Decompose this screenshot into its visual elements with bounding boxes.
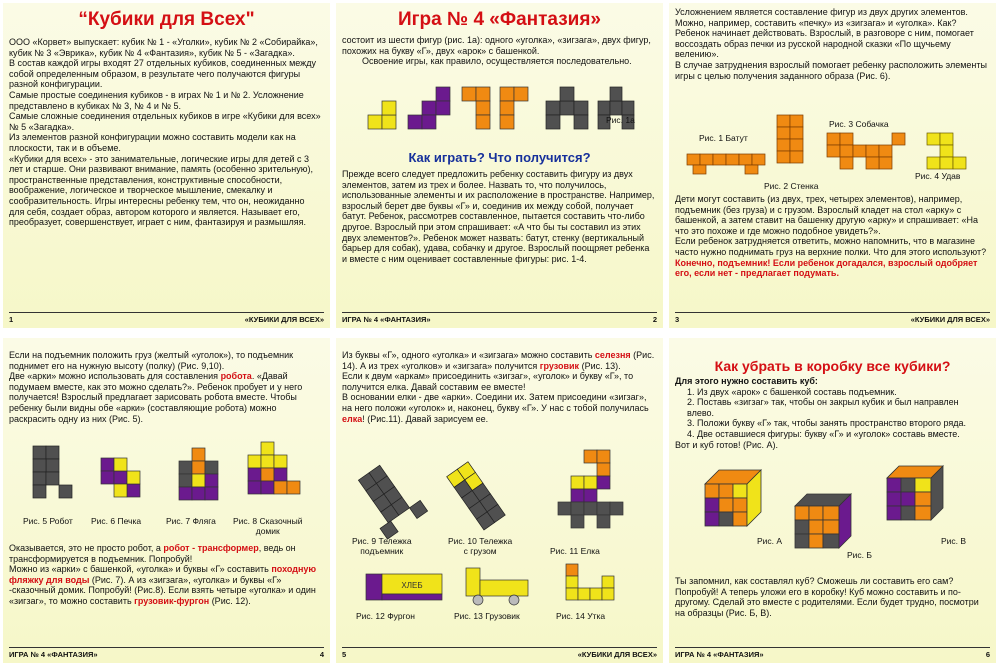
figure-14-utka xyxy=(558,564,618,604)
page-6 xyxy=(669,338,996,663)
text: Если ребенок затрудняется ответить, можно напомнить, что в магазине часто нужно поднимать груз на верхние полки. Что для этого используют? xyxy=(675,236,987,257)
footer-text: ИГРА № 4 «ФАНТАЗИЯ» xyxy=(9,650,98,659)
figure-7-caption: Рис. 7 Фляга xyxy=(166,516,216,526)
text: (Рис. 13). xyxy=(579,360,621,371)
figure-4-caption: Рис. 4 Удав xyxy=(915,171,961,181)
figure-a-caption: Рис. А xyxy=(757,536,783,546)
highlight: Конечно, подъемник! Если ребенок догадался, взрослый одобряет его, если нет - предлагает подумать. xyxy=(675,257,978,279)
paragraph xyxy=(342,392,655,424)
text: Оказывается, это не просто робот, а xyxy=(9,543,164,553)
purple-piece xyxy=(408,87,450,129)
page-footer xyxy=(9,312,324,324)
page-3 xyxy=(669,3,996,328)
figure-10-s-gruzom xyxy=(456,458,516,538)
highlight: селезня xyxy=(594,350,631,360)
gray-arch-1 xyxy=(546,87,588,129)
text: (Рис. 14). А из трех «уголков» и «зигзага» получится xyxy=(342,350,655,371)
paragraph: Из элементов разной конфигурации можно составить модели как на плоскости, так и в объеме. xyxy=(9,132,296,153)
page-1 xyxy=(3,3,330,328)
lead-text: Для этого нужно составить куб: xyxy=(675,376,818,386)
cube-figure-v xyxy=(881,466,961,546)
page-5 xyxy=(336,338,663,663)
step-item: 1. Из двух «арок» с башенкой составь подъемник. xyxy=(687,386,897,397)
figure-3-caption: Рис. 3 Собачка xyxy=(829,119,889,129)
figure-7-flyaga xyxy=(179,448,223,508)
paragraph: Вот и куб готов! (Рис. А). xyxy=(675,439,778,450)
step-item: 2. Поставь «зигзаг» так, чтобы он закрыл кубик и был направлен влево. xyxy=(687,397,959,418)
figure-5-robot xyxy=(33,446,73,506)
page-2-intro xyxy=(342,35,655,67)
page-number: 2 xyxy=(652,315,657,324)
paragraph: Если к двум «аркам» присоединить «зигзаг», «уголок» и букву «Г», то получится елка. Давай составим ее вместе! xyxy=(342,371,634,392)
figure-1a-caption: Рис. 1а xyxy=(606,115,635,125)
paragraph: ООО «Корвет» выпускает: кубик № 1 - «Уголки», кубик № 2 «Собирайка», кубик № 3 «Эврика», кубик № 4 «Фантазия», кубик № 5 - «Загадка». xyxy=(9,37,318,58)
text: В основании елки - две «арки». Соедини их. Затем присоедини «зигзаг», на него положи «уголок» и, наконец, букву «Г». У нас с тобой получилась xyxy=(342,392,649,413)
text: (Рис. 12). xyxy=(209,595,251,606)
figure-2-stenka xyxy=(777,115,817,177)
footer-text: «КУБИКИ ДЛЯ ВСЕХ» xyxy=(244,315,324,324)
page-4-body xyxy=(9,543,322,607)
page-number: 6 xyxy=(985,650,990,659)
paragraph xyxy=(675,236,988,278)
caption-line: Рис. 8 Сказочный xyxy=(233,516,303,526)
intro-text: состоит из шести фигур (рис. 1а): одного «уголка», «зигзага», двух фигур, похожих на букву «Г», двух «арок» с башенкой. xyxy=(342,35,651,56)
page-4 xyxy=(3,338,330,663)
page-2-subtitle: Как играть? Что получится? xyxy=(408,150,591,165)
highlight: робота xyxy=(220,371,252,382)
text: Две «арки» можно использовать для составления xyxy=(9,371,221,382)
page-2-title: Игра № 4 «Фантазия» xyxy=(397,9,602,30)
footer-text: «КУБИКИ ДЛЯ ВСЕХ» xyxy=(577,650,657,659)
text: Из буквы «Г», одного «уголка» и «зигзага» можно составить xyxy=(342,350,595,360)
highlight: елка xyxy=(342,413,363,424)
page-4-top xyxy=(9,350,322,424)
orange-piece-2 xyxy=(500,87,528,129)
figure-1-caption: Рис. 1 Батут xyxy=(699,133,748,143)
text: ! (Рис.11). Давай зарисуем ее. xyxy=(362,413,489,424)
figure-v-caption: Рис. В xyxy=(941,536,967,546)
paragraph xyxy=(9,543,322,564)
cube-figure-a xyxy=(691,470,779,560)
caption-line: подъемник xyxy=(360,546,404,556)
page-footer xyxy=(675,312,990,324)
paragraph xyxy=(9,371,322,424)
caption-text: Рис. 2 Стенка xyxy=(764,181,819,191)
paragraph: В состав каждой игры входят 27 отдельных кубиков, соединенных между собой определенным образом, в результате чего получаются фигуры разной конфигурации. xyxy=(9,58,316,90)
highlight: грузовик-фургон xyxy=(134,595,210,606)
figure-9-podyemnik xyxy=(366,462,426,536)
caption-line: с грузом xyxy=(463,546,497,556)
figure-9-caption xyxy=(352,536,412,556)
highlight: походную фляжку для воды xyxy=(9,564,317,585)
figure-1a-pieces xyxy=(366,87,636,137)
footer-text: «КУБИКИ ДЛЯ ВСЕХ» xyxy=(910,315,990,324)
figure-8-caption xyxy=(233,516,302,536)
highlight: грузовик xyxy=(539,360,580,371)
paragraph xyxy=(9,564,322,606)
paragraph: Самые сложные соединения отдельных кубиков в игре «Кубики для всех» № 5 «Загадка». xyxy=(9,111,321,132)
cube-figure-b xyxy=(789,494,869,574)
figure-13-caption: Рис. 13 Грузовик xyxy=(454,611,520,621)
page-footer xyxy=(675,647,990,659)
page-5-top xyxy=(342,350,655,424)
text: Можно из «арки» с башенкой, «уголка» и буквы «Г» составить xyxy=(9,564,272,575)
figure-12-furgon xyxy=(366,568,446,608)
paragraph: Самые простые соединения кубиков - в играх № 1 и № 2. Усложнение представлено в кубиках № 3, № 4 и № 5. xyxy=(9,89,304,111)
footer-text: ИГРА № 4 «ФАНТАЗИЯ» xyxy=(675,650,764,659)
page-footer xyxy=(9,647,324,659)
text: (Рис. 7). А из «зигзага», «уголка» и буквы «Г» -сказочный домик. Попробуй! (Рис.8). Если взять четыре «уголка» и один «зигзаг», то можно составить xyxy=(9,574,316,606)
orange-piece-1 xyxy=(462,87,490,129)
figure-14-caption: Рис. 14 Утка xyxy=(556,611,606,621)
caption-line: домик xyxy=(255,526,280,536)
page-number: 4 xyxy=(319,650,324,659)
paragraph: Усложнением является составление фигур из двух других элементов. Можно, например, составить «печку» из «зигзага» и «уголка». Как? Ребенок начинает действовать. Взрослый, в разговоре с ним, помогает воссоздать образ печки из русской народной сказки «По щучьему велению». xyxy=(675,7,974,60)
paragraph: Дети могут составить (из двух, трех, четырех элементов), например, подъемник (без груза) и с грузом. Взрослый кладет на стол «арку» с башенкой, а затем ставит на башенку другую «арку» и спрашивает: «На что это похоже и где можно подобное увидеть?». xyxy=(675,194,979,236)
yellow-piece xyxy=(368,101,396,129)
figure-12-caption: Рис. 12 Фургон xyxy=(356,611,415,621)
page-1-title: “Кубики для Всех" xyxy=(78,9,255,30)
page-footer xyxy=(342,647,657,659)
intro-text: Освоение игры, как правило, осуществляется последовательно. xyxy=(362,56,632,67)
page-3-body xyxy=(675,194,988,279)
figure-11-elka xyxy=(558,450,628,542)
highlight: робот - трансформер xyxy=(163,543,259,553)
text: , ведь он трансформируется в подъемник. Попробуй! xyxy=(9,543,296,564)
paragraph xyxy=(342,350,655,371)
page-2-body: Прежде всего следует предложить ребенку составить фигуру из двух элементов, затем из трех и более. Назвать то, что получилось, использованные элементы и их расположение в пространстве. Например, взрослый берет две буквы «Г» и, соединив их между собой, получает батут. Ребенок, рассмотрев составленное, пытается составить что-либо другое. Взрослый при этом спрашивает: «А что бы ты составил из этих двух элементов?». Ребенок может назвать: батут, стенку (вертикальный барьер для собак), удава, собачку и другое. Взрослый поощряет ребенка и вместе с ним оценивает составленные фигуры: рис. 1-4. xyxy=(342,169,655,264)
page-3-top xyxy=(675,7,988,81)
paragraph: Если на подъемник положить груз (желтый «уголок»), то подъемник поднимет его на нужную высоту (полку) (Рис. 9,10). xyxy=(9,350,294,371)
page-6-body: Ты запомнил, как составлял куб? Сможешь ли составить его сам? Попробуй! А теперь уложи его в коробку! Куб можно составить и по-другому. Сделай это вместе с родителями. Если будет трудно, посмотри на образцы (Рис. Б, В). xyxy=(675,576,979,618)
paragraph: В случае затруднения взрослый помогает ребенку расположить элементы игры с целью получения заданного образа (Рис. 6). xyxy=(675,59,987,81)
figure-6-caption: Рис. 6 Печка xyxy=(91,516,142,526)
step-item: 4. Две оставшиеся фигуры: букву «Г» и «уголок» составь вместе. xyxy=(687,428,960,439)
figure-10-caption xyxy=(448,536,512,556)
figure-2-caption xyxy=(764,181,818,191)
figure-8-domik xyxy=(241,442,301,510)
caption-line: Рис. 9 Тележка xyxy=(352,536,412,546)
page-6-steps xyxy=(675,376,988,450)
figure-11-caption: Рис. 11 Елка xyxy=(550,546,600,556)
figure-1-batut xyxy=(687,148,765,176)
figure-3-sobachka xyxy=(827,133,907,181)
step-item: 3. Положи букву «Г» так, чтобы занять пространство второго ряда. xyxy=(687,418,966,429)
footer-text: ИГРА № 4 «ФАНТАЗИЯ» xyxy=(342,315,431,324)
caption-line: Рис. 10 Тележка xyxy=(448,536,513,546)
page-footer xyxy=(342,312,657,324)
paragraph: «Кубики для всех» - это занимательные, логические игры для детей с 3 лет и старше. Они развивают внимание, память (особенно зрительную), пространственные представления, конструктивные способности, воображение, логическое и творческое мышление, смекалку и сообразительность. Игры интересны ребенку тем, что он, неожиданно для себя, создает образ, автором которого и является. Называет его, преобразует, совершенствует, играет с ним, фантазируя и размышляя. xyxy=(9,153,313,228)
page-number: 5 xyxy=(342,650,347,659)
page-2 xyxy=(336,3,663,328)
figure-4-udav xyxy=(927,133,967,173)
page-1-text xyxy=(9,37,322,228)
figure-6-pechka xyxy=(101,458,145,506)
figure-13-gruzovik xyxy=(466,568,530,608)
figure-5-caption: Рис. 5 Робот xyxy=(23,516,73,526)
truck-label: ХЛЕБ xyxy=(401,581,423,590)
page-number: 3 xyxy=(675,315,680,324)
text: . «Давай подумаем вместе, как это можно сделать?». Ребенок пробует и у него получается! Взрослый предлагает зарисовать робота вместе. Чтобы ребенку были видны обе «арки» (составляющие робота) можно раскрасить одну из них (Рис. 5). xyxy=(9,371,303,424)
figure-b-caption: Рис. Б xyxy=(847,550,872,560)
page-6-title: Как убрать в коробку все кубики? xyxy=(714,358,951,374)
page-number: 1 xyxy=(9,315,14,324)
